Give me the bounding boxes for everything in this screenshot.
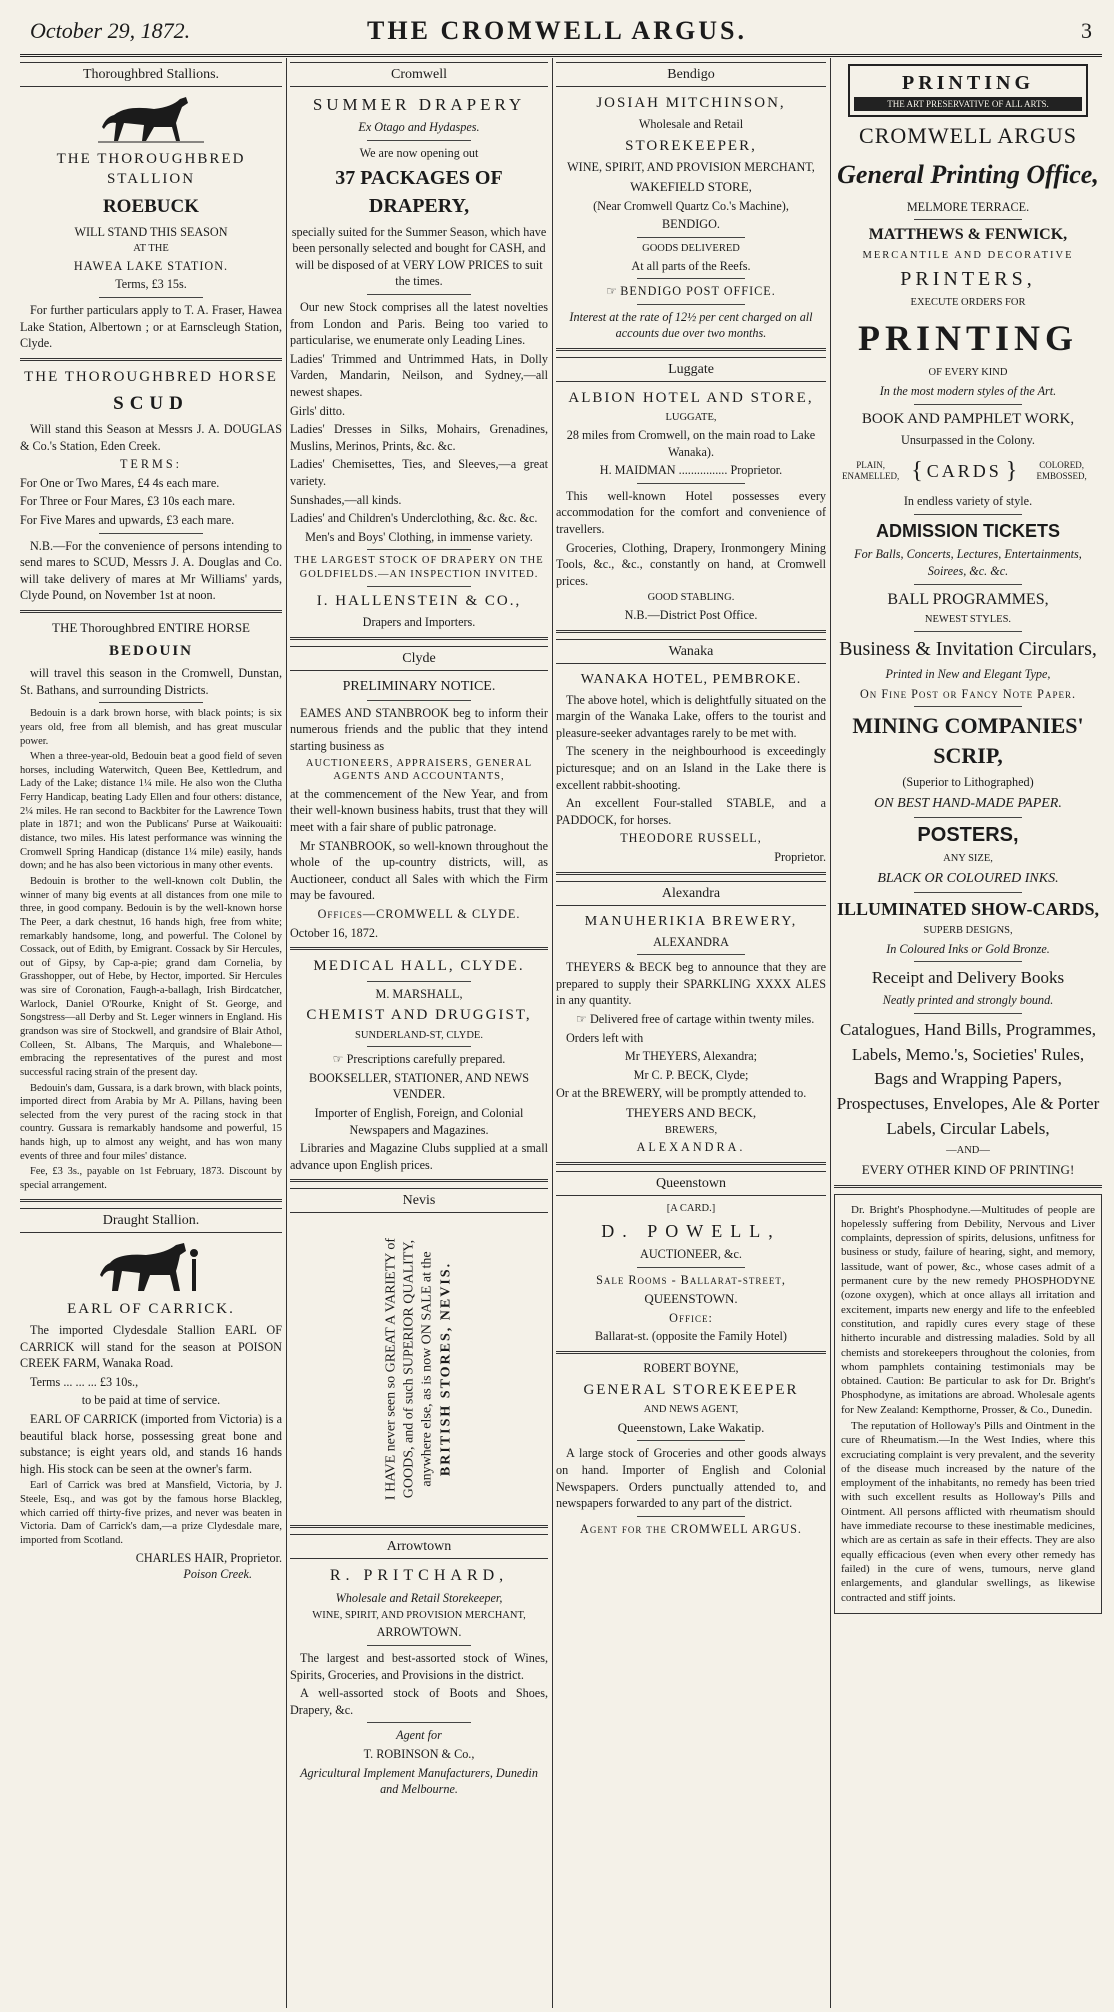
pointing-hand-icon: ☞: [332, 1052, 344, 1067]
divider: [914, 1013, 1021, 1014]
ad-line: WINE, SPIRIT, AND PROVISION MERCHANT,: [312, 1609, 526, 1621]
ad-heading: PRELIMINARY NOTICE.: [342, 678, 496, 694]
ad-line: STOREKEEPER,: [625, 138, 757, 155]
section-heading: Wanaka: [556, 639, 826, 664]
ad-subhead: Wholesale and Retail Storekeeper,: [335, 1591, 503, 1606]
divider: [914, 961, 1021, 962]
ad-line: Orders left with: [566, 1030, 644, 1045]
ad-line: HAWEA LAKE STATION.: [73, 258, 229, 273]
ad-separator: [290, 947, 548, 950]
masthead: [0, 0, 1114, 56]
divider: [367, 700, 470, 701]
ad-line: SUPERB DESIGNS,: [923, 925, 1013, 937]
ad-paragraph: A well-assorted stock of Boots and Shoes, Drapery, &c.: [290, 1686, 548, 1717]
ad-line-text: Prescriptions carefully prepared.: [346, 1052, 506, 1067]
ad-line: In Coloured Inks or Gold Bronze.: [886, 941, 1050, 956]
ad-line: Offices—CROMWELL & CLYDE.: [317, 906, 521, 921]
column-3: [556, 60, 826, 2005]
ad-line: N.B.—District Post Office.: [624, 607, 758, 622]
ad-line: WINE, SPIRIT, AND PROVISION MERCHANT,: [567, 160, 815, 175]
ad-separator: [290, 637, 548, 640]
ad-line: Receipt and Delivery Books: [871, 968, 1065, 988]
ad-heading: THE THOROUGHBRED STALLION: [56, 151, 246, 188]
firm-trade: BREWERS,: [664, 1124, 718, 1136]
office-name: CROMWELL ARGUS: [859, 123, 1077, 149]
nevis-advert: [290, 1219, 548, 1519]
ad-line: LUGGATE,: [665, 412, 717, 424]
divider: [914, 514, 1021, 515]
brace-right-icon: }: [1005, 457, 1018, 484]
ad-line: In endless variety of style.: [903, 494, 1033, 509]
divider: [637, 1267, 745, 1268]
ad-paragraph: The reputation of Holloway's Pills and Ointment in the cure of Rheumatism.—In the West Indies, where this excruciating complaint is very prevalent, and the severity of the disease much increased by the nature of the employment of the inhabitants, no remedy has been tried with such excellent results as Holloway's Pills and Ointment. All persons afflicted with rheumatism should have immediate recourse to these inestimable medicines, which are as certain as safe in their effects. They are also equally efficacious (even when every other remedy has failed) in the cure of wens, tumours, nerve gland enlargements, and glandular swellings, as likewise contracted and stiff joints.: [841, 1419, 1095, 1604]
ad-heading: SUMMER DRAPERY: [312, 95, 526, 115]
ad-line: Wholesale and Retail: [638, 117, 744, 132]
ad-separator: [834, 1185, 1102, 1188]
section-heading: Cromwell: [290, 62, 548, 87]
firm-place: ALEXANDRA.: [636, 1140, 746, 1155]
ad-line: Unsurpassed in the Colony.: [901, 433, 1035, 448]
ad-line: (Superior to Lithographed): [902, 775, 1034, 790]
ad-line: PRINTERS,: [900, 267, 1036, 290]
ad-date: October 16, 1872.: [290, 925, 379, 940]
ad-paragraph: EAMES AND STANBROOK beg to inform their numerous friends and the public that they intend starting business as: [290, 705, 548, 753]
ad-line: to be paid at time of service.: [81, 1393, 221, 1408]
logo-word: PRINTING: [901, 72, 1034, 94]
ad-paragraph: [556, 1011, 826, 1028]
ad-line: Terms ... ... ... £3 10s.,: [30, 1374, 139, 1389]
ad-paragraph: EARL OF CARRICK (imported from Victoria) is a beautiful black horse, possessing great bone and substance; is eight years old, and stands 16 hands high. His stock can be seen at the owner's farm.: [20, 1412, 282, 1476]
ad-heading: MANUHERIKIA BREWERY,: [584, 913, 798, 929]
list-item: Ladies' and Children's Underclothing, &c. &c. &c.: [290, 511, 538, 526]
ad-line: PLAIN, ENAMELLED,: [841, 460, 900, 481]
list-item: Ladies' Dresses in Silks, Mohairs, Grenadines, Muslins, Merinos, Prints, &c. &c.: [290, 422, 548, 453]
ad-paragraph: This well-known Hotel possesses every accommodation for the comfort and convenience of travellers.: [556, 488, 826, 536]
ad-paragraph: Importer of English, Foreign, and Colonial Newspapers and Magazines.: [314, 1105, 524, 1137]
horse-name: SCUD: [113, 393, 189, 415]
ad-line: AUCTIONEER, &c.: [640, 1246, 742, 1261]
ad-line: CHEMIST AND DRUGGIST,: [306, 1007, 532, 1024]
ad-paragraph: THE LARGEST STOCK OF DRAPERY ON THE GOLDFIELDS.—AN INSPECTION INVITED.: [294, 555, 544, 581]
divider: [367, 294, 470, 295]
divider: [99, 702, 204, 703]
ad-line: GOOD STABLING.: [647, 592, 735, 604]
ad-line: ILLUMINATED SHOW-CARDS,: [836, 898, 1100, 919]
ad-line: —AND—: [946, 1145, 990, 1157]
office-title: General Printing Office,: [837, 160, 1099, 190]
horse-name: BEDOUIN: [108, 642, 193, 659]
divider: [637, 304, 745, 305]
divider: [637, 954, 745, 955]
divider: [637, 1440, 745, 1441]
ad-headline: PRINTING: [857, 317, 1079, 358]
ad-paragraph: Libraries and Magazine Clubs supplied at a small advance upon English prices.: [290, 1141, 548, 1172]
ad-line: T. ROBINSON & Co.,: [363, 1746, 475, 1761]
section-heading: Draught Stallion.: [20, 1208, 282, 1233]
ad-line: We are now opening out: [359, 145, 479, 160]
brace-left-icon: {: [911, 457, 923, 484]
list-item: Girls' ditto.: [290, 403, 346, 418]
ad-line: AND NEWS AGENT,: [643, 1404, 739, 1415]
ad-line: Sale Rooms - Ballarat-street,: [596, 1272, 786, 1287]
firm-trade: Drapers and Importers.: [362, 615, 476, 630]
medicine-notice: [834, 1194, 1102, 1614]
ad-separator: [556, 1162, 826, 1165]
ad-line: [A CARD.]: [666, 1202, 716, 1214]
ad-paragraph: Bedouin is brother to the well-known colt Dublin, the winner of many big events at all distances from one mile to three, in good company. Bedouin is by the well-known horse The Peer, a dark chestnut, 16 hands high, free from white; remarkably handsome, long, and powerful. The Colonel by Cossack, out of Edith, by Emigrant. Cossack by Sir Hercules, out of Gipsy, by Cap-a-pie; grand dam Cornelia, by Grasshopper, out of Hebe, by Hector, imported. Sir Hercules was sire of Coronation, Faugh-a-ballagh, Irish Birdcatcher, Warlock, Daniel O'Rourke, Knight of St. George, and Songstress—all Derby and St. Leger winners in England. His grandson was sire of Stockwell, and grandsire of Blair Athol, Colleen, St. Albans, The Marquis, and Whalebone—embracing the representatives of the purest and most successful racing strain of the present day.: [20, 875, 282, 1078]
ad-line: Mr THEYERS, Alexandra;: [624, 1049, 758, 1064]
ad-line: ALEXANDRA: [653, 934, 729, 949]
ad-line: Business & Invitation Circulars,: [839, 637, 1097, 660]
ad-heading: ALBION HOTEL AND STORE,: [568, 389, 814, 406]
column-divider: [552, 58, 553, 2008]
ad-line: ANY SIZE,: [943, 852, 993, 864]
firm-name: THEYERS AND BECK,: [625, 1104, 757, 1120]
ad-separator: [20, 610, 282, 613]
ad-line: CARDS: [926, 460, 1002, 481]
ad-heading: JOSIAH MITCHINSON,: [596, 95, 786, 112]
ad-line: Queenstown, Lake Wakatip.: [617, 1419, 765, 1435]
ad-subhead: Ex Otago and Hydaspes.: [358, 120, 480, 135]
ad-signature: CHARLES HAIR, Proprietor.: [135, 1550, 282, 1565]
divider: [99, 297, 204, 298]
ad-paragraph: Interest at the rate of 12½ per cent charged on all accounts due over two months.: [569, 309, 813, 341]
ad-paragraph: will travel this season in the Cromwell, Dunstan, St. Bathans, and surrounding Districts.: [20, 666, 282, 697]
divider: [914, 706, 1021, 707]
ad-line: For Balls, Concerts, Lectures, Entertainments, Soirees, &c. &c.: [854, 547, 1082, 578]
ad-paragraph: Bedouin's dam, Gussara, is a dark brown, with black points, imported direct from Arabia by Mr A. Pillans, having been selected from the very purest of the racing stock in that country. Gussara is remarkably handsome and powerful, 15 hands high, up to almost any weight, and has won many events of three and four miles' distance.: [20, 1082, 282, 1162]
ad-line: POSTERS,: [917, 823, 1019, 846]
ad-paragraph: The scenery in the neighbourhood is exceedingly picturesque; and on an Island in the Lake there is excellent rabbit-shooting.: [556, 744, 826, 792]
ad-heading: THE Thoroughbred ENTIRE HORSE: [52, 620, 250, 635]
ad-heading: WANAKA HOTEL, PEMBROKE.: [580, 671, 802, 687]
ad-paragraph: THEYERS & BECK beg to announce that they are prepared to supply their SPARKLING XXXX ALES in any quantity.: [556, 960, 826, 1008]
ad-line: MERCANTILE AND DECORATIVE: [862, 250, 1074, 262]
ad-signature: THEODORE RUSSELL,: [620, 831, 762, 846]
divider: [914, 404, 1021, 405]
ad-paragraph: Earl of Carrick was bred at Mansfield, Victoria, by J. Steele, Esq., and was got by the famous horse Blackleg, which carried off thirty-five prizes, and never was beaten in Victoria. Dam of Carrick's dam,—a prize Clydesdale mare, imported from Scotland.: [20, 1480, 282, 1546]
ad-line: BLACK OR COLOURED INKS.: [877, 870, 1059, 886]
ad-line: AT THE: [133, 243, 169, 255]
firm-name: MATTHEWS & FENWICK,: [868, 226, 1068, 244]
ad-line: QUEENSTOWN.: [644, 1291, 738, 1307]
page-number: 3: [1081, 18, 1092, 43]
horse-engraving-icon: [96, 93, 206, 145]
ad-paragraph: For further particulars apply to T. A. Fraser, Hawea Lake Station, Albertown ; or at Earnscleugh Station, Clyde.: [20, 303, 282, 351]
ad-paragraph: An excellent Four-stalled STABLE, and a PADDOCK, for horses.: [556, 796, 826, 827]
divider: [367, 586, 470, 587]
section-heading: Luggate: [556, 357, 826, 382]
ad-paragraph: specially suited for the Summer Season, which have been personally selected and bought for CASH, and will be disposed of at VERY LOW PRICES to suit the times.: [291, 224, 547, 289]
ad-line: ON BEST HAND-MADE PAPER.: [874, 795, 1062, 811]
ad-separator: [556, 1351, 826, 1354]
ad-heading: ROBERT BOYNE,: [643, 1361, 739, 1376]
ad-signature: Proprietor.: [774, 849, 826, 864]
ad-line: BRITISH STORES, NEVIS.: [438, 1262, 454, 1477]
ad-paragraph: Dr. Bright's Phosphodyne.—Multitudes of people are hopelessly suffering from Debility, Nervous and Liver complaints, depression of spirits, delusions, unfitness for business or study, failure of hearing, sight, and memory, lassitude, want of power, &c., whose cases admit of a permanent cure by the new remedy PHOSPHODYNE (ozone oxygen), which at once allays all irritation and excitement, imparts new energy and life to the enfeebled constitution, and rapidly cures every stage of these hitherto incurable and distressing maladies. Sold by all chemists and storekeepers throughout the colonies, from whom pamphlets containing testimonials may be obtained. Caution: Be particular to ask for Dr. Bright's Phosphodyne, as imitations are abroad. Wholesale agents for New Zealand: Kempthorne, Prosser, & Co., Dunedin.: [841, 1203, 1095, 1416]
ad-heading: D. POWELL,: [601, 1220, 781, 1241]
nevis-advert-text: [383, 1224, 456, 1514]
ad-line: Agent for the CROMWELL ARGUS.: [580, 1521, 802, 1536]
ad-subhead: TERMS:: [119, 457, 183, 472]
ad-separator: [556, 872, 826, 875]
ad-line: Agent for: [396, 1728, 442, 1743]
ad-paragraph: The largest and best-assorted stock of Wines, Spirits, Groceries, and Provisions in the district.: [290, 1650, 548, 1682]
ad-line: H. MAIDMAN ................ Proprietor.: [599, 463, 783, 478]
ad-paragraph: Catalogues, Hand Bills, Programmes, Labels, Memo.'s, Societies' Rules, Bags and Wrapping Papers, Prospectuses, Envelopes, Ale & Porter Labels, Circular Labels,: [836, 1020, 1100, 1138]
ad-paragraph: The imported Clydesdale Stallion EARL OF CARRICK will stand for the season at POISON CREEK FARM, Wanaka Road.: [20, 1323, 282, 1371]
ad-line: For Five Mares and upwards, £3 each mare.: [20, 513, 235, 528]
ad-line: MINING COMPANIES' SCRIP,: [852, 713, 1084, 769]
ad-paragraph: N.B.—For the convenience of persons intending to send mares to SCUD, Messrs J. A. Douglas and Co. will take delivery of mares at Mr Williams' yards, Clyde Pound, on November 1st at noon.: [20, 538, 282, 603]
ad-line: Agricultural Implement Manufacturers, Dunedin and Melbourne.: [300, 1765, 538, 1797]
ad-line: (Near Cromwell Quartz Co.'s Machine),: [593, 198, 789, 213]
column-divider: [830, 58, 831, 2008]
ad-line-text: Delivered free of cartage within twenty miles.: [589, 1011, 815, 1026]
ad-line: Neatly printed and strongly bound.: [882, 993, 1054, 1008]
ad-paragraph: 28 miles from Cromwell, on the main road to Lake Wanaka).: [566, 427, 816, 459]
ad-line: EVERY OTHER KIND OF PRINTING!: [861, 1161, 1075, 1177]
ad-line: COLORED, EMBOSSED,: [1036, 460, 1087, 481]
ad-line: GENERAL STOREKEEPER: [583, 1381, 799, 1398]
ad-separator: [20, 358, 282, 361]
issue-date: October 29, 1872.: [30, 18, 191, 43]
draught-horse-engraving-icon: [96, 1239, 206, 1295]
section-heading: Queenstown: [556, 1171, 826, 1196]
ad-line: At all parts of the Reefs.: [631, 258, 751, 273]
ad-line: ADMISSION TICKETS: [875, 520, 1060, 541]
printing-logo: [848, 64, 1088, 117]
ad-line: ARROWTOWN.: [376, 1625, 462, 1640]
ad-paragraph: Bedouin is a dark brown horse, with black points; is six years old, free from all blemish, and has great muscular power.: [20, 708, 282, 747]
ad-line: BENDIGO.: [662, 217, 720, 232]
cards-row: [834, 455, 1102, 488]
divider: [637, 237, 745, 238]
newspaper-title: THE CROMWELL ARGUS.: [367, 16, 747, 45]
divider: [367, 981, 470, 982]
ad-line: SUNDERLAND-ST, CLYDE.: [355, 1029, 483, 1041]
ad-line: BOOKSELLER, STATIONER, AND NEWS VENDER.: [308, 1070, 530, 1102]
ad-separator: [556, 348, 826, 351]
ad-heading: EARL OF CARRICK.: [67, 1300, 235, 1317]
divider: [367, 1645, 470, 1646]
ad-paragraph: Our new Stock comprises all the latest novelties from London and Paris. Being too varied to particularise, we enumerate only Leading Lines.: [290, 300, 548, 348]
ad-heading: THE THOROUGHBRED HORSE: [24, 368, 278, 385]
ad-line: MELMORE TERRACE.: [906, 199, 1030, 214]
divider: [914, 817, 1021, 818]
logo-motto: THE ART PRESERVATIVE OF ALL ARTS.: [854, 97, 1082, 111]
ad-line: Mr C. P. BECK, Clyde;: [633, 1067, 749, 1082]
ad-separator: [556, 630, 826, 633]
ad-line: GOODS DELIVERED: [642, 242, 740, 254]
ad-heading: R. PRITCHARD,: [329, 1567, 509, 1585]
divider: [367, 1046, 470, 1047]
ad-separator: [290, 1525, 548, 1528]
ad-line-text: BENDIGO POST OFFICE.: [620, 284, 776, 299]
ad-headline: 37 PACKAGES OF DRAPERY,: [335, 167, 503, 217]
section-heading: Thoroughbred Stallions.: [20, 62, 282, 87]
ad-line: [290, 1051, 548, 1068]
divider: [637, 483, 745, 484]
ad-line: On Fine Post or Fancy Note Paper.: [859, 686, 1077, 701]
masthead-rule: [20, 54, 1102, 57]
ad-paragraph: at the commencement of the New Year, and from their well-known business habits, trust that they will meet with a fair share of public patronage.: [290, 786, 548, 834]
ad-line: BOOK AND PAMPHLET WORK,: [861, 410, 1075, 427]
divider: [367, 1722, 470, 1723]
ad-paragraph: A large stock of Groceries and other goods always on hand. Importer of English and Colonial Newspapers. Orders punctually attended to, and newspapers forwarded to any part of the district.: [556, 1446, 826, 1511]
ad-line: M. MARSHALL,: [375, 986, 463, 1001]
divider: [99, 533, 204, 534]
ad-line: For One or Two Mares, £4 4s each mare.: [20, 475, 220, 490]
divider: [914, 584, 1021, 585]
ad-line: For Three or Four Mares, £3 10s each mare.: [20, 494, 236, 509]
ad-line: [556, 283, 826, 300]
section-heading: Nevis: [290, 1188, 548, 1213]
ad-line: Ballarat-st. (opposite the Family Hotel): [595, 1329, 787, 1344]
ad-separator: [290, 1179, 548, 1182]
ad-line: Printed in New and Elegant Type,: [885, 667, 1051, 682]
ad-line: EXECUTE ORDERS FOR: [910, 296, 1026, 308]
firm-name: I. HALLENSTEIN & CO.,: [316, 592, 522, 609]
ad-line: Office:: [669, 1310, 713, 1325]
column-4: [834, 60, 1102, 2005]
ad-line: WILL STAND THIS SEASON: [74, 224, 228, 239]
divider: [914, 219, 1021, 220]
section-heading: Arrowtown: [290, 1534, 548, 1559]
ad-line: AUCTIONEERS, APPRAISERS, GENERAL AGENTS AND ACCOUNTANTS,: [305, 757, 533, 783]
ad-separator: [20, 1199, 282, 1202]
divider: [637, 1516, 745, 1517]
list-item: Sunshades,—all kinds.: [290, 492, 402, 507]
section-heading: Alexandra: [556, 881, 826, 906]
ad-line: In the most modern styles of the Art.: [879, 384, 1057, 399]
ad-heading: MEDICAL HALL, CLYDE.: [313, 958, 525, 975]
list-item: Ladies' Chemisettes, Ties, and Sleeves,—a great variety.: [290, 457, 548, 489]
column-2: [290, 60, 548, 2005]
ad-place: Poison Creek.: [183, 1567, 252, 1582]
ad-line: NEWEST STYLES.: [924, 614, 1012, 626]
section-heading: Bendigo: [556, 62, 826, 87]
ad-paragraph: Fee, £3 3s., payable on 1st February, 1873. Discount by special arrangement.: [20, 1166, 282, 1192]
ad-paragraph: When a three-year-old, Bedouin beat a good field of seven horses, including Waterwitch, Queen Bee, Kettledrum, and Lady of the Lake; distance 1¼ mile. He also won the Clutha Ferry Handicap, beating Lady Ellen and four others: distance, 2¼ miles. He ran second to Backbiter for the Lawrence Town plate in 1871; and won the Publicans' Purse at Waikouaiti: distance, two miles. His latest performance was winning the Cromwell Spring Handicap (distance 1¼ mile) easily, hands down; and he has also been victorious in many other events.: [20, 751, 282, 872]
ad-paragraph: Mr STANBROOK, so well-known throughout the whole of the up-country districts, will, as Auctioneer, conduct all Sales with which the Firm may be favoured.: [290, 838, 548, 903]
ad-line: WAKEFIELD STORE,: [630, 179, 752, 194]
divider: [367, 140, 470, 141]
list-item: Men's and Boys' Clothing, in immense variety.: [305, 529, 533, 544]
column-divider: [286, 58, 287, 2008]
divider: [367, 549, 470, 550]
ad-paragraph: The above hotel, which is delightfully situated on the margin of the Wanaka Lake, offers to the tourist and pleasure-seeker advantages rarely to be met with.: [556, 692, 826, 740]
ad-line: OF EVERY KIND: [928, 367, 1008, 379]
list-item: Ladies' Trimmed and Untrimmed Hats, in Dolly Varden, Mandarin, Neilson, and Sydney,—all newest shapes.: [290, 351, 548, 400]
ad-line: BALL PROGRAMMES,: [887, 590, 1049, 608]
section-heading: Clyde: [290, 646, 548, 671]
divider: [637, 278, 745, 279]
pointing-hand-icon: ☞: [576, 1011, 587, 1026]
horse-name: ROEBUCK: [102, 195, 200, 217]
divider: [914, 892, 1021, 893]
column-1: [20, 60, 282, 2005]
ad-line: Or at the BREWERY, will be promptly attended to.: [556, 1086, 807, 1101]
pointing-hand-icon: ☞: [606, 284, 618, 299]
ad-paragraph: Will stand this Season at Messrs J. A. DOUGLAS & Co.'s Station, Eden Creek.: [20, 422, 282, 453]
ad-terms: Terms, £3 15s.: [115, 277, 187, 292]
divider: [914, 631, 1021, 632]
ad-line: I HAVE never seen so GREAT A VARIETY of GOODS, and of such SUPERIOR QUALITY, anywhere else, as is now ON SALE at the: [383, 1238, 435, 1501]
ad-paragraph: Groceries, Clothing, Drapery, Ironmongery Mining Tools, &c., &c., constantly on hand, at Cromwell prices.: [556, 540, 826, 588]
